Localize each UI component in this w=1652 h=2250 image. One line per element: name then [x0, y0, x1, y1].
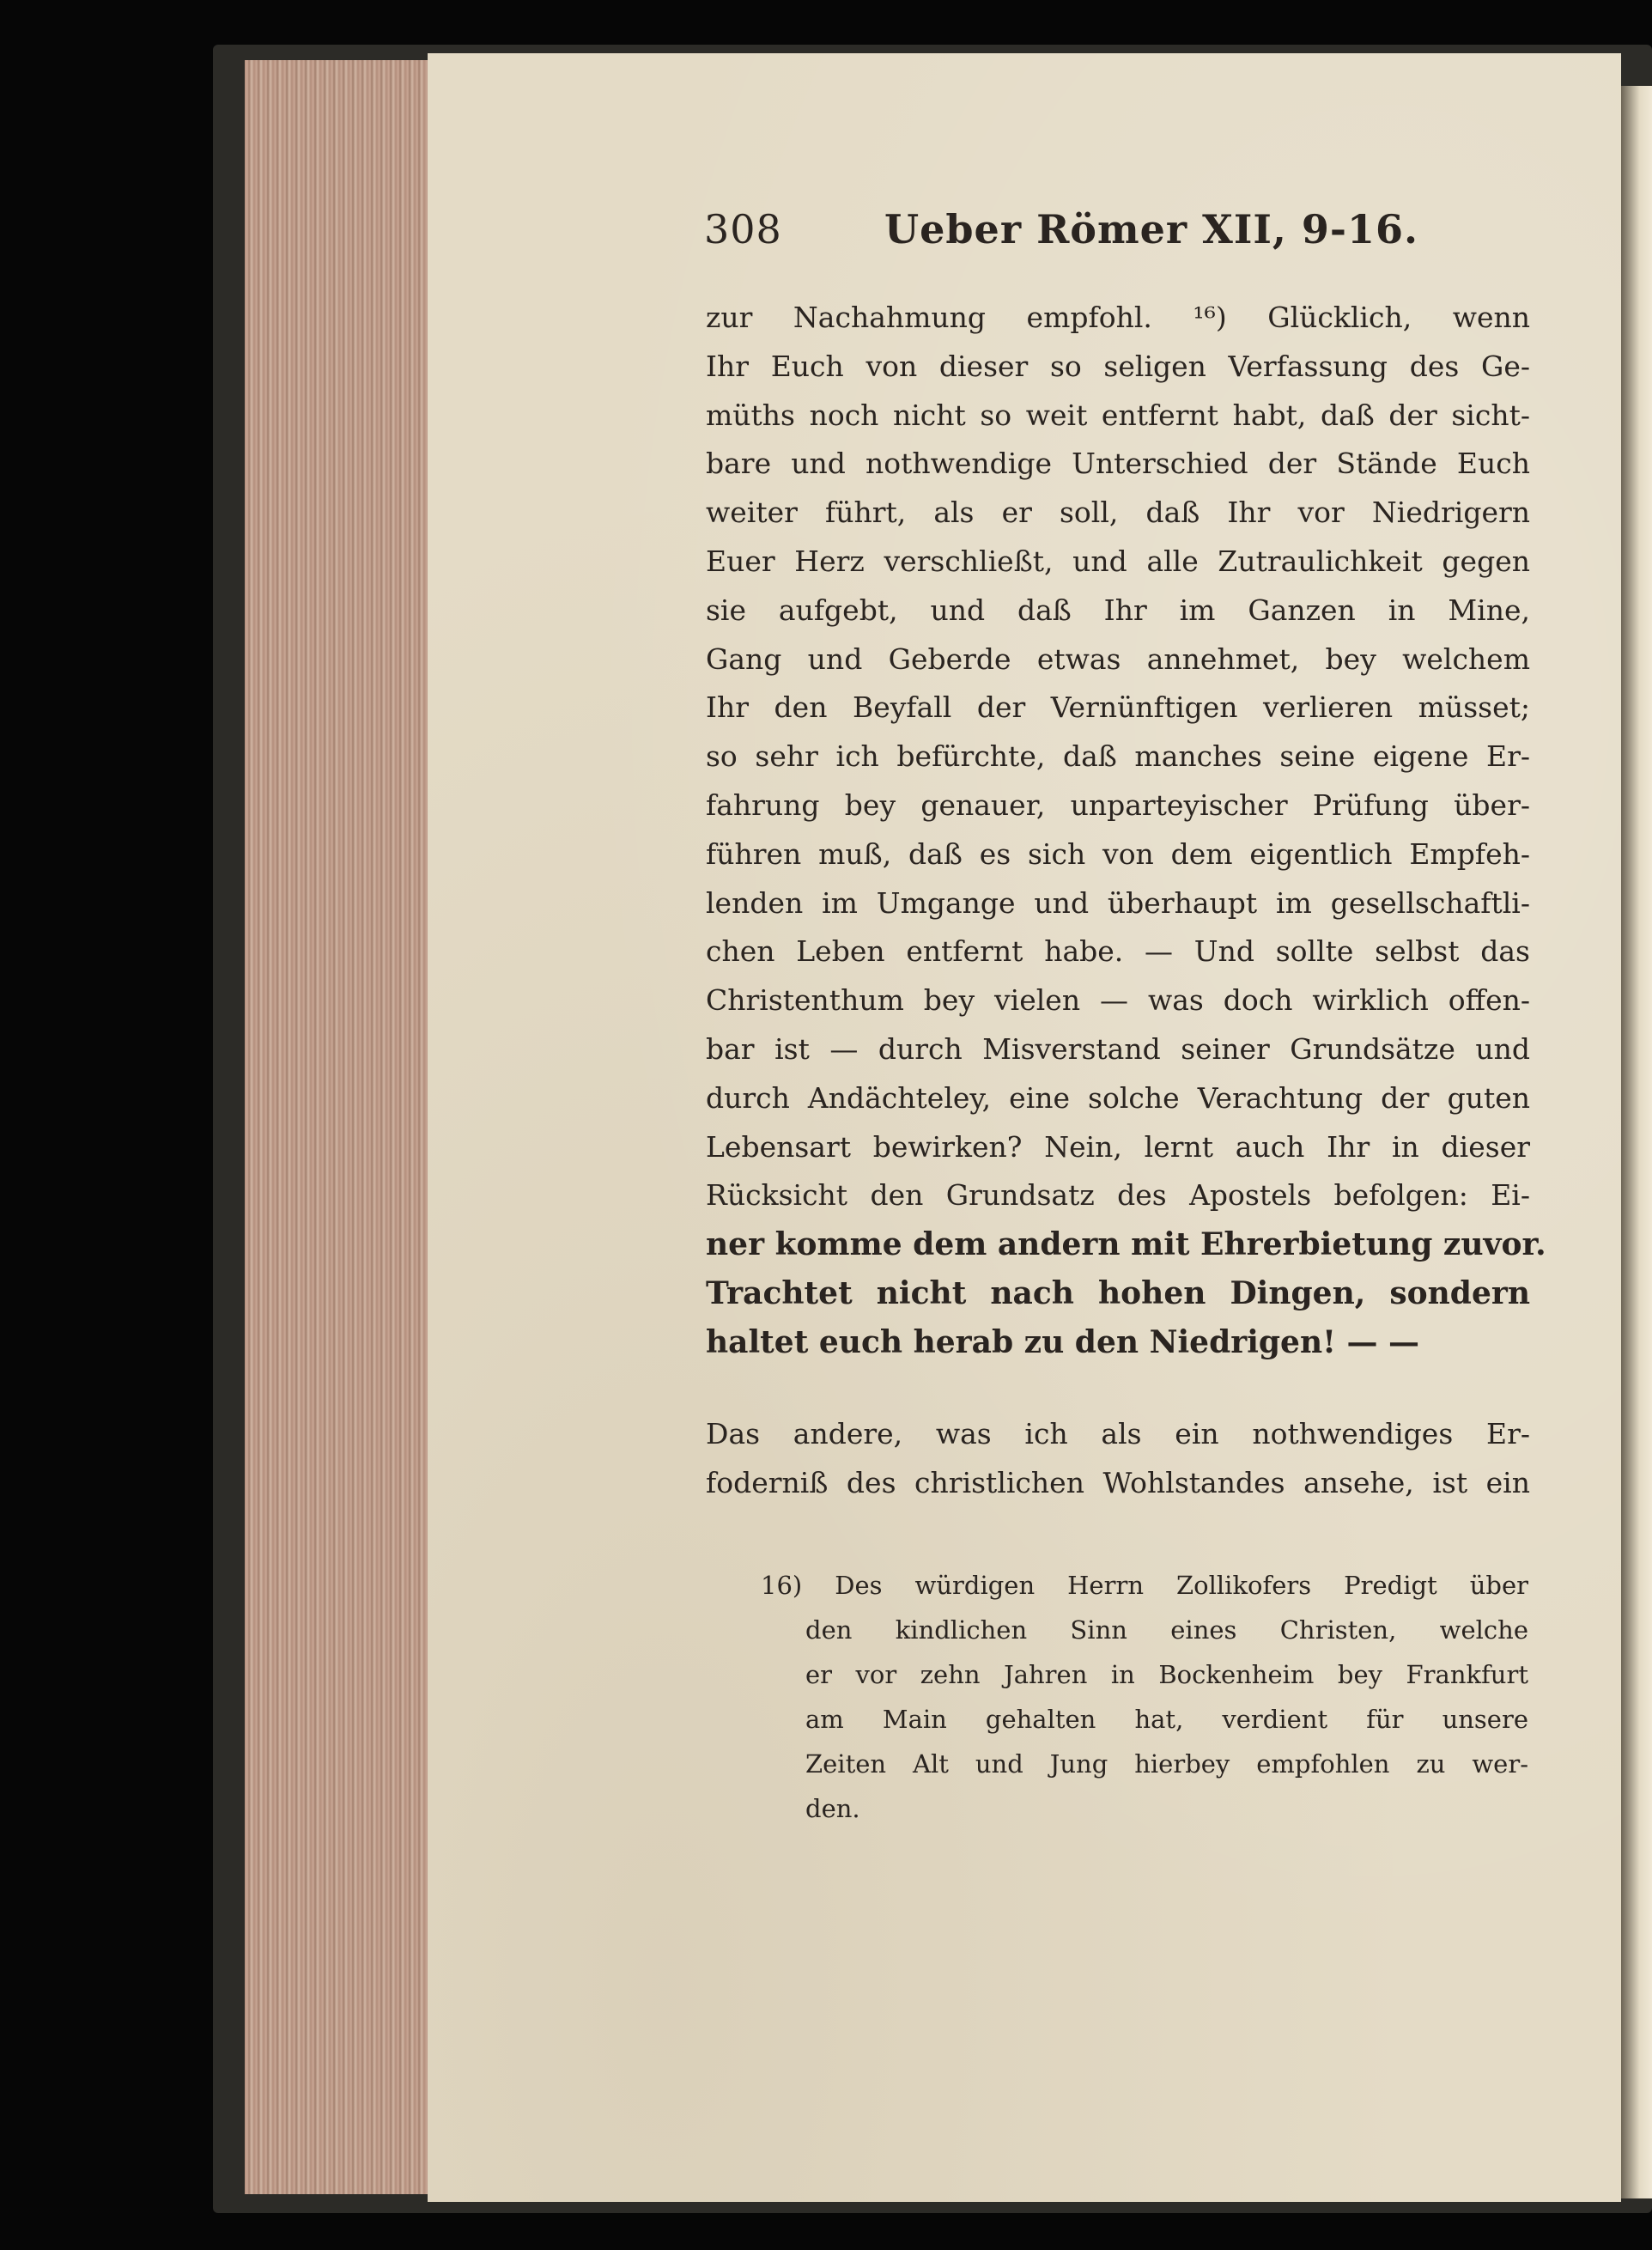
footnote-line: den kindlichen Sinn eines Christen, welche — [805, 1615, 1528, 1645]
text-line: zur Nachahmung empfohl. ¹⁶) Glücklich, wenn — [706, 301, 1530, 334]
footnote-line: Zeiten Alt und Jung hierbey empfohlen zu wer- — [805, 1749, 1528, 1779]
footnote-line: 16) Des würdigen Herrn Zollikofers Predigt über — [761, 1571, 1528, 1600]
text-line: bare und nothwendige Unterschied der Stände Euch — [706, 447, 1530, 481]
text-line: Lebensart bewirken? Nein, lernt auch Ihr in dieser — [706, 1129, 1530, 1164]
text-line: so sehr ich befürchte, daß manches seine eigene Er- — [706, 739, 1530, 774]
page-header — [704, 206, 1419, 266]
quoted-line: haltet euch herab zu den Niedrigen! — — — [706, 1323, 1420, 1360]
text-line: durch Andächteley, eine solche Verachtung der guten — [706, 1080, 1530, 1115]
text-line: führen muß, daß es sich von dem eigentlich Empfeh- — [706, 836, 1530, 871]
text-line: Euer Herz verschließt, und alle Zutraulichkeit gegen — [706, 544, 1530, 578]
page-edges — [245, 60, 432, 2194]
text-line: bar ist — durch Misverstand seiner Grundsätze und — [706, 1031, 1530, 1066]
facing-page-edge — [1621, 86, 1652, 2198]
text-line: Christenthum bey vielen — was doch wirklich offen- — [706, 983, 1530, 1018]
text-line: sie aufgebt, und daß Ihr im Ganzen in Mine, — [706, 593, 1530, 627]
text-line: Rücksicht den Grundsatz des Apostels befolgen: Ei- — [706, 1178, 1530, 1213]
footnote-line: er vor zehn Jahren in Bockenheim bey Frankfurt — [805, 1660, 1528, 1689]
footnote — [762, 1563, 1528, 1831]
quoted-line: Trachtet nicht nach hohen Dingen, sondern — [706, 1274, 1530, 1311]
text-line: weiter führt, als er soll, daß Ihr vor Niedrigern — [706, 496, 1530, 530]
text-line: Ihr Euch von dieser so seligen Verfassung des Ge- — [706, 349, 1530, 383]
text-line: foderniß des christlichen Wohlstandes ansehe, ist ein — [706, 1465, 1530, 1499]
second-paragraph — [706, 1410, 1530, 1508]
running-title: Ueber Römer XII, 9-16. — [884, 206, 1419, 252]
text-line: chen Leben entfernt habe. — Und sollte selbst das — [706, 934, 1530, 969]
text-line: müths noch nicht so weit entfernt habt, daß der sicht- — [706, 398, 1530, 432]
main-paragraph — [706, 294, 1546, 1367]
footnote-line: am Main gehalten hat, verdient für unsere — [805, 1705, 1528, 1734]
footnote-line: den. — [805, 1794, 860, 1823]
text-line: Gang und Geberde etwas annehmet, bey welchem — [706, 642, 1530, 676]
text-line: Das andere, was ich als ein nothwendiges Er- — [706, 1417, 1530, 1450]
text-line: fahrung bey genauer, unparteyischer Prüfung über- — [706, 788, 1530, 822]
page-number: 308 — [704, 206, 782, 252]
text-line: lenden im Umgange und überhaupt im gesellschaftli- — [706, 885, 1530, 920]
text-line: Ihr den Beyfall der Vernünftigen verlieren müsset; — [706, 690, 1530, 725]
quoted-line: ner komme dem andern mit Ehrerbietung zuvor. — [706, 1226, 1546, 1263]
